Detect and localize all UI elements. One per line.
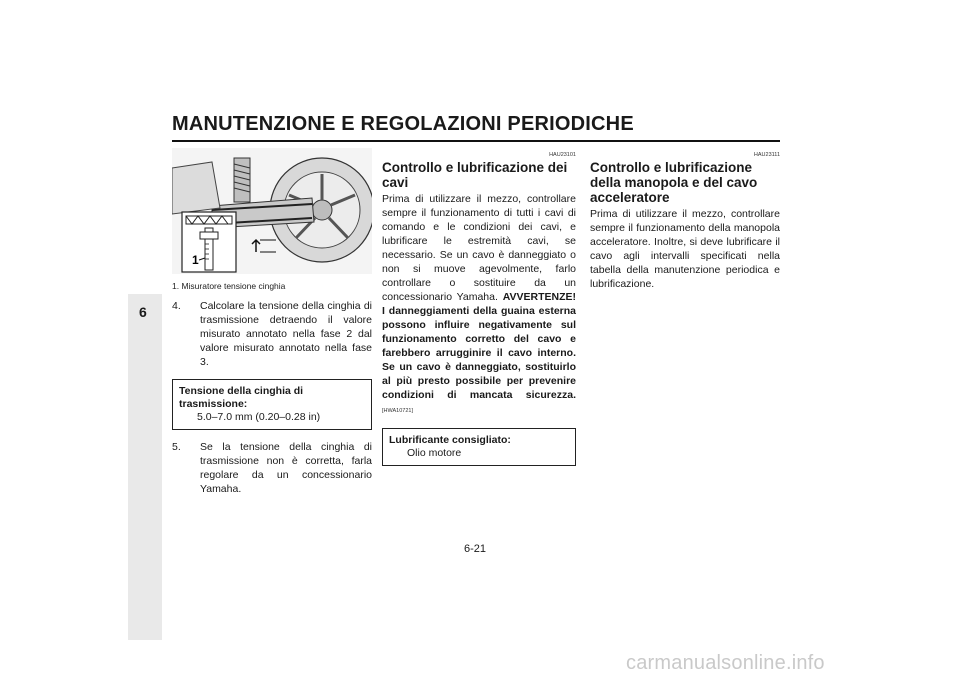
belt-tension-spec-value: 5.0–7.0 mm (0.20–0.28 in) (197, 411, 321, 423)
column-1 (172, 299, 372, 496)
section-title: Controllo e lubrificazione dei cavi (382, 160, 568, 190)
header-rule (172, 140, 780, 142)
column-3 (590, 152, 780, 291)
page-header-title: MANUTENZIONE E REGOLAZIONI PERIODICHE (172, 113, 634, 135)
lubricant-spec-box (382, 428, 576, 466)
step-5 (172, 440, 372, 496)
chapter-tab (128, 294, 162, 640)
step-4-number: 4. (172, 300, 181, 312)
section-body: Prima di utilizzare il mezzo, controllare sempre il funzionamento della manopola acceleratore. Inoltre, si deve lubrificare il cavo agli intervalli specificati nella tabella della manutenzione periodica e lubrificazione. (590, 208, 780, 290)
chapter-number: 6 (139, 304, 147, 320)
section-title: Controllo e lubrificazione della manopola e del cavo acceleratore (590, 160, 758, 205)
lubricant-spec-value: Olio motore (407, 447, 462, 459)
lubricant-spec-label: Lubrificante consigliato: (389, 434, 511, 446)
warning-text: AVVERTENZE! I danneggiamenti della guaina esterna possono influire negativamente sul funzionamento corretto del cavo e farebbero arrugginire il cavo interno. Se un cavo è danneggiato, sostituirlo al più presto possibile per prevenire condizioni di mancata sicurezza. (382, 291, 576, 401)
section-code: HAU23111 (753, 152, 780, 158)
figure-caption: 1. Misuratore tensione cinghia (172, 281, 286, 291)
step-5-number: 5. (172, 441, 181, 453)
figure-callout-1: 1 (192, 253, 199, 267)
page-number: 6-21 (464, 543, 487, 555)
section-body (382, 192, 576, 418)
warning-code: [HWA10721] (382, 408, 413, 414)
belt-tension-spec-box (172, 379, 372, 430)
belt-tension-figure (172, 148, 372, 274)
column-2 (382, 152, 576, 466)
section-body-text: Prima di utilizzare il mezzo, controllare sempre il funzionamento di tutti i cavi di comando e le condizioni dei cavi, e lubrificare le estremità cavi, se necessario. Se un cavo è danneggiato o non si muove agevolmente, farlo controllare o sostituire da un concessionario Yamaha. (382, 193, 576, 303)
step-4-text: Calcolare la tensione della cinghia di trasmissione detraendo il valore misurato annotato nella fase 2 dal valore misurato annotato nella fase 3. (200, 300, 372, 368)
section-code: HAU23101 (549, 152, 576, 158)
watermark: carmanualsonline.info (626, 652, 825, 674)
step-4 (172, 299, 372, 369)
belt-tension-spec-label: Tensione della cinghia di trasmissione: (179, 385, 304, 410)
rear-wheel-illustration (172, 148, 372, 274)
step-5-text: Se la tensione della cinghia di trasmissione non è corretta, farla regolare da un concessionario Yamaha. (200, 441, 372, 495)
